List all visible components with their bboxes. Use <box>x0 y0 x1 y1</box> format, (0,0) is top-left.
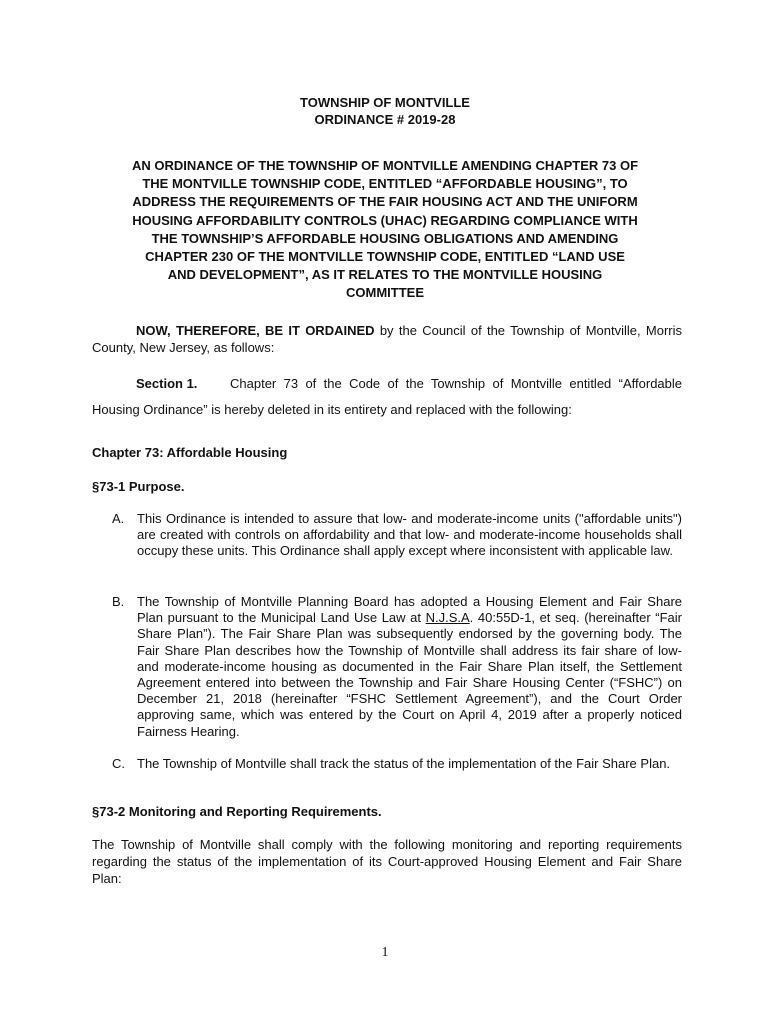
section-73-1-heading: §73-1 Purpose. <box>92 479 185 494</box>
item-text: The Township of Montville shall track the status of the implementation of the Fair Share Plan. <box>137 756 671 771</box>
section-1-paragraph <box>92 371 682 423</box>
chapter-heading: Chapter 73: Affordable Housing <box>92 445 288 460</box>
list-item <box>112 756 682 772</box>
township-name: TOWNSHIP OF MONTVILLE <box>300 95 470 110</box>
ordinance-number: ORDINANCE # 2019-28 <box>314 111 456 127</box>
statute-reference: N.J.S.A <box>425 610 470 626</box>
item-text-pre: The Township of Montville Planning Board has adopted a Housing Element and Fair Share Plan pursuant to the Municipal Land Use Law at <box>137 594 682 626</box>
ordinance-title: AN ORDINANCE OF THE TOWNSHIP OF MONTVILLE AMENDING CHAPTER 73 OF THE MONTVILLE TOWNSHIP CODE, ENTITLED “AFFORDABLE HOUSING”, TO ADDRESS THE REQUIREMENTS OF THE FAIR HOUSING ACT AND THE UNIFORM HOUSING AFFORDABILITY CONTROLS (UHAC) REGARDING COMPLIANCE WITH THE TOWNSHIP’S AFFORDABLE HOUSING OBLIGATIONS AND AMENDING CHAPTER 230 OF THE MONTVILLE TOWNSHIP CODE, ENTITLED “LAND USE AND DEVELOPMENT”, AS IT RELATES TO THE MONTVILLE HOUSING COMMITTEE <box>131 158 639 301</box>
section-1-label: Section 1. <box>136 376 198 391</box>
document-header <box>0 95 770 128</box>
item-letter: C. <box>112 756 125 771</box>
item-text <box>137 594 682 740</box>
list-item <box>112 594 682 740</box>
section-73-2-heading: §73-2 Monitoring and Reporting Requirements. <box>92 804 382 819</box>
item-letter: A. <box>112 511 125 526</box>
ordained-paragraph <box>92 322 682 356</box>
page-number: 1 <box>381 945 389 960</box>
section-1-text: Chapter 73 of the Code of the Township of Montville entitled “Affordable Housing Ordinance” is hereby deleted in its entirety and replaced with the following: <box>92 376 682 417</box>
item-letter: B. <box>112 594 125 609</box>
item-text-post: . 40:55D-1, et seq. (hereinafter “Fair Share Plan”). The Fair Share Plan was subsequently endorsed by the governing body. The Fair Share Plan describes how the Township of Montville shall address its fair share of low- and moderate-income housing as documented in the Fair Share Plan itself, the Settlement Agreement entered into between the Township and Fair Share Housing Center (“FSHC”) on December 21, 2018 (hereinafter “FSHC Settlement Agreement”), and the Court Order approving same, which was entered by the Court on April 4, 2019 after a properly noticed Fairness Hearing. <box>137 610 682 739</box>
list-item <box>112 511 682 560</box>
ordained-lead: NOW, THEREFORE, BE IT ORDAINED <box>136 323 375 338</box>
item-text: This Ordinance is intended to assure that low- and moderate-income units ("affordable units") are created with controls on affordability and that low- and moderate-income households shall occupy these units. This Ordinance shall apply except where inconsistent with applicable law. <box>137 511 682 559</box>
section-73-2-paragraph: The Township of Montville shall comply with the following monitoring and reporting requirements regarding the status of the implementation of its Court-approved Housing Element and Fair Share Plan: <box>92 837 682 886</box>
ordained-text: by the Council of the Township of Montville, Morris County, New Jersey, as follows: <box>92 323 682 355</box>
